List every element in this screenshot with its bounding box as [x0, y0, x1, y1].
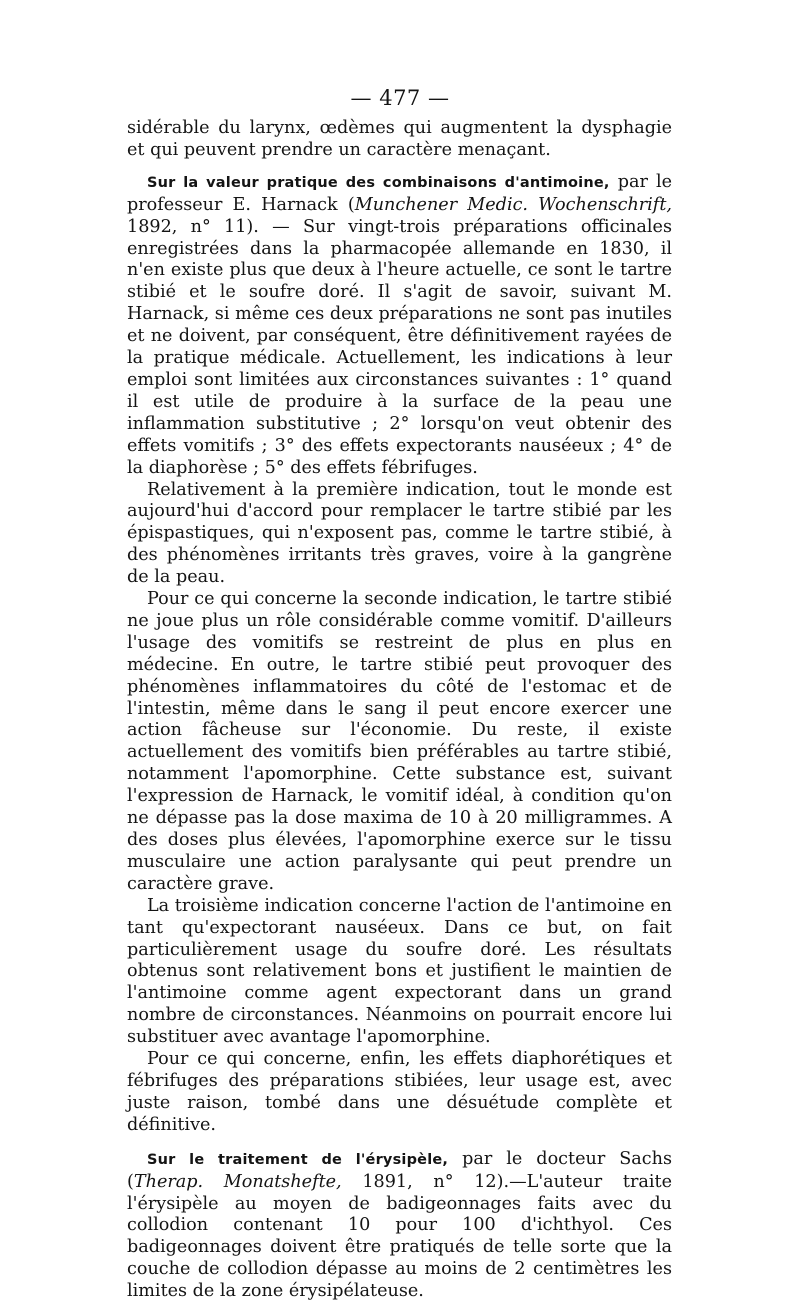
page-number: — 477 — — [350, 86, 450, 110]
article-antimoine — [127, 172, 672, 480]
journal-citation: Therap. Monatshefte, — [133, 1171, 342, 1192]
article-heading-erysipele: Sur le traitement de l'érysipèle, — [147, 1151, 449, 1168]
paragraph-second-indication: Pour ce qui concerne la seconde indication, le tartre stibié ne joue plus un rôle considérable comme vomitif. D'ailleurs l'usage des vomitifs se restreint de plus en plus en médecine. En outre, le tartre stibié peut provoquer des phénomènes inflammatoires du côté de l'estomac et de l'intestin, même dans le sang il peut encore exercer une action fâcheuse sur l'économie. Du reste, il existe actuellement des vomitifs bien préférables au tartre stibié, notamment l'apomorphine. Cette substance est, suivant l'expression de Harnack, le vomitif idéal, à condition qu'on ne dépasse pas la dose maxima de 10 à 20 milligrammes. A des doses plus élevées, l'apomorphine exerce sur le tissu musculaire une action paralysante qui peut prendre un caractère grave. — [127, 589, 672, 894]
paragraph-third-indication: La troisième indication concerne l'action de l'antimoine en tant qu'expectorant nauséeux. Dans ce but, on fait particulièrement usage du soufre doré. Les résultats obtenus sont relativement bons et justifient le maintien de l'antimoine comme agent expectorant dans un grand nombre de circonstances. Néanmoins on pourrait encore lui substituer avec avantage l'apomorphine. — [127, 895, 672, 1048]
journal-citation: Munchener Medic. Wochenschrift, — [354, 194, 672, 215]
article-body-text: 1891, n° 12).—L'auteur traite l'érysipèle au moyen de badigeonnages faits avec du collodion contenant 10 pour 100 d'ichthyol. Ces badigeonnages doivent être pratiqués de telle sorte que la couche de collodion dépasse au moins de 2 centimètres les limites de la zone érysipélateuse. — [127, 1171, 672, 1302]
article-erysipele — [127, 1149, 672, 1303]
byline-pre: par le docteur Sachs ( — [127, 1148, 672, 1192]
continued-paragraph: sidérable du larynx, œdèmes qui augmentent la dysphagie et qui peuvent prendre un caractère menaçant. — [127, 118, 672, 160]
article-intro-text: 1892, n° 11). — Sur vingt-trois préparations officinales enregistrées dans la pharmacopée allemande en 1830, il n'en existe plus que deux à l'heure actuelle, ce sont le tartre stibié et le soufre doré. Il s'agit de savoir, suivant M. Harnack, si même ces deux préparations ne sont pas inutiles et ne doivent, par conséquent, être définitivement rayées de la pratique médicale. Actuellement, les indications à leur emploi sont limitées aux circonstances suivantes : 1° quand il est utile de produire à la surface de la peau une inflammation substitutive ; 2° lorsqu'on veut obtenir des effets vomitifs ; 3° des effets expectorants nauséeux ; 4° de la diaphorèse ; 5° des effets fébrifuges. — [127, 216, 672, 478]
byline-pre: par le professeur E. Harnack ( — [127, 171, 672, 215]
paragraph-fourth-indication: Pour ce qui concerne, enfin, les effets diaphorétiques et fébrifuges des préparations stibiées, leur usage est, avec juste raison, tombé dans une désuétude complète et définitive. — [127, 1049, 672, 1135]
paragraph-first-indication: Relativement à la première indication, tout le monde est aujourd'hui d'accord pour remplacer le tartre stibié par les épispastiques, qui n'exposent pas, comme le tartre stibié, à des phénomènes irritants très graves, voire à la gangrène de la peau. — [127, 479, 672, 588]
text-body — [127, 118, 672, 1303]
article-heading-antimoine: Sur la valeur pratique des combinaisons d'antimoine, — [147, 174, 610, 191]
